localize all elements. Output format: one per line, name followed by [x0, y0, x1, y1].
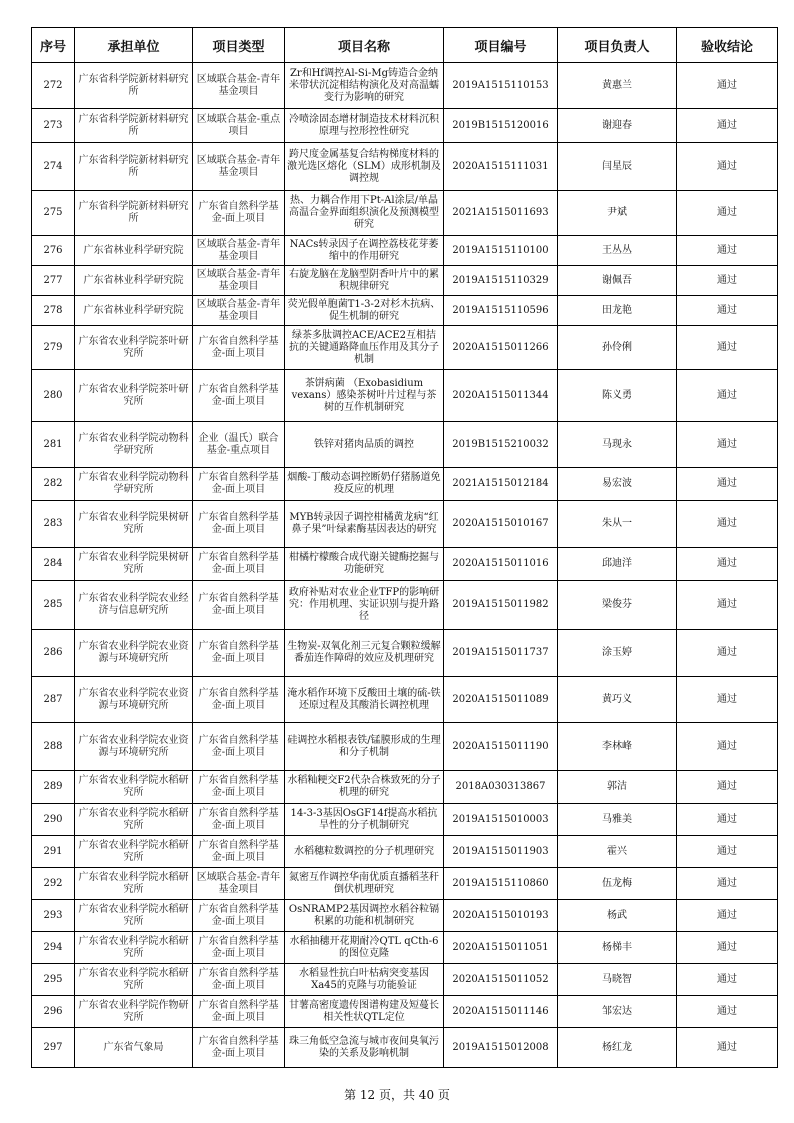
result-cell: 通过 — [677, 677, 778, 723]
project-code-cell: 2021A1515012184 — [444, 468, 558, 501]
leader-cell: 杨武 — [558, 900, 677, 932]
table-row — [32, 677, 778, 723]
table-row — [32, 63, 778, 109]
serial-cell: 293 — [32, 900, 75, 932]
type-cell: 区域联合基金-青年基金项目 — [193, 296, 285, 326]
project-code-cell: 2020A1515011344 — [444, 370, 558, 422]
leader-cell: 朱从一 — [558, 501, 677, 548]
unit-cell: 广东省农业科学院水稻研究所 — [75, 771, 193, 804]
project-name-cell: NACs转录因子在调控荔枝花芽萎缩中的作用研究 — [285, 236, 444, 266]
project-code-cell: 2019A1515010003 — [444, 804, 558, 836]
result-cell: 通过 — [677, 996, 778, 1028]
unit-cell: 广东省农业科学院果树研究所 — [75, 501, 193, 548]
unit-cell: 广东省农业科学院水稻研究所 — [75, 964, 193, 996]
project-code-cell: 2019A1515011737 — [444, 630, 558, 677]
type-cell: 广东省自然科学基金-面上项目 — [193, 900, 285, 932]
project-code-cell: 2020A1515011052 — [444, 964, 558, 996]
leader-cell: 闫星辰 — [558, 143, 677, 191]
project-code-cell: 2020A1515011089 — [444, 677, 558, 723]
type-cell: 广东省自然科学基金-面上项目 — [193, 581, 285, 630]
result-cell: 通过 — [677, 63, 778, 109]
table-row — [32, 900, 778, 932]
serial-cell: 295 — [32, 964, 75, 996]
project-code-cell: 2019A1515012008 — [444, 1028, 558, 1068]
project-code-cell: 2021A1515011693 — [444, 191, 558, 236]
type-cell: 企业（温氏）联合基金-重点项目 — [193, 422, 285, 468]
type-cell: 区域联合基金-青年基金项目 — [193, 63, 285, 109]
serial-cell: 278 — [32, 296, 75, 326]
project-name-cell: 政府补贴对农业企业TFP的影响研究：作用机理、实证识别与提升路径 — [285, 581, 444, 630]
serial-cell: 274 — [32, 143, 75, 191]
type-cell: 广东省自然科学基金-面上项目 — [193, 723, 285, 771]
serial-cell: 294 — [32, 932, 75, 964]
type-cell: 广东省自然科学基金-面上项目 — [193, 501, 285, 548]
project-name-cell: MYB转录因子调控柑橘黄龙病“红鼻子果”叶绿素酶基因表达的研究 — [285, 501, 444, 548]
serial-cell: 272 — [32, 63, 75, 109]
serial-cell: 280 — [32, 370, 75, 422]
table-row — [32, 468, 778, 501]
leader-cell: 黄惠兰 — [558, 63, 677, 109]
table-row — [32, 501, 778, 548]
unit-cell: 广东省农业科学院农业资源与环境研究所 — [75, 677, 193, 723]
project-code-cell: 2019B1515210032 — [444, 422, 558, 468]
leader-cell: 邹宏达 — [558, 996, 677, 1028]
project-name-cell: 冷喷涂固态增材制造技术材料沉积原理与控形控性研究 — [285, 109, 444, 143]
type-cell: 广东省自然科学基金-面上项目 — [193, 932, 285, 964]
table-row — [32, 996, 778, 1028]
unit-cell: 广东省农业科学院茶叶研究所 — [75, 326, 193, 370]
project-name-cell: 水稻籼粳交F2代杂合株致死的分子机理的研究 — [285, 771, 444, 804]
project-code-cell: 2019A1515110100 — [444, 236, 558, 266]
project-name-cell: 水稻穗粒数调控的分子机理研究 — [285, 836, 444, 868]
leader-cell: 谢迎春 — [558, 109, 677, 143]
unit-cell: 广东省科学院新材料研究所 — [75, 63, 193, 109]
project-code-cell: 2019A1515110596 — [444, 296, 558, 326]
type-cell: 区域联合基金-重点项目 — [193, 109, 285, 143]
result-cell: 通过 — [677, 109, 778, 143]
leader-cell: 郭洁 — [558, 771, 677, 804]
result-cell: 通过 — [677, 236, 778, 266]
project-code-cell: 2018A030313867 — [444, 771, 558, 804]
project-name-cell: Zr和Hf调控Al-Si-Mg铸造合金纳米带状沉淀相结构演化及对高温蠕变行为影响的研究 — [285, 63, 444, 109]
type-cell: 广东省自然科学基金-面上项目 — [193, 1028, 285, 1068]
type-cell: 广东省自然科学基金-面上项目 — [193, 191, 285, 236]
project-code-cell: 2019A1515011982 — [444, 581, 558, 630]
leader-cell: 陈义勇 — [558, 370, 677, 422]
table-row — [32, 266, 778, 296]
table-row — [32, 548, 778, 581]
table-row — [32, 1028, 778, 1068]
result-cell: 通过 — [677, 266, 778, 296]
serial-cell: 276 — [32, 236, 75, 266]
result-cell: 通过 — [677, 836, 778, 868]
table-row — [32, 109, 778, 143]
type-cell: 区域联合基金-青年基金项目 — [193, 266, 285, 296]
result-cell: 通过 — [677, 468, 778, 501]
table-row — [32, 296, 778, 326]
type-cell: 广东省自然科学基金-面上项目 — [193, 996, 285, 1028]
project-code-cell: 2019A1515110860 — [444, 868, 558, 900]
table-row — [32, 630, 778, 677]
project-name-cell: 珠三角低空急流与城市夜间臭氧污染的关系及影响机制 — [285, 1028, 444, 1068]
header-name: 项目名称 — [285, 28, 444, 63]
table-row — [32, 422, 778, 468]
leader-cell: 霍兴 — [558, 836, 677, 868]
unit-cell: 广东省农业科学院水稻研究所 — [75, 804, 193, 836]
serial-cell: 296 — [32, 996, 75, 1028]
project-name-cell: 热、力耦合作用下Pt-Al涂层/单晶高温合金界面组织演化及预测模型研究 — [285, 191, 444, 236]
result-cell: 通过 — [677, 804, 778, 836]
leader-cell: 孙伶俐 — [558, 326, 677, 370]
table-row — [32, 723, 778, 771]
result-cell: 通过 — [677, 296, 778, 326]
serial-cell: 297 — [32, 1028, 75, 1068]
serial-cell: 284 — [32, 548, 75, 581]
project-name-cell: 甘薯高密度遗传图谱构建及短蔓长相关性状QTL定位 — [285, 996, 444, 1028]
project-code-cell: 2019B1515120016 — [444, 109, 558, 143]
serial-cell: 281 — [32, 422, 75, 468]
type-cell: 广东省自然科学基金-面上项目 — [193, 326, 285, 370]
unit-cell: 广东省农业科学院水稻研究所 — [75, 900, 193, 932]
project-name-cell: 烟酸-丁酸动态调控断奶仔猪肠道免疫反应的机理 — [285, 468, 444, 501]
result-cell: 通过 — [677, 143, 778, 191]
result-cell: 通过 — [677, 771, 778, 804]
unit-cell: 广东省科学院新材料研究所 — [75, 191, 193, 236]
type-cell: 区域联合基金-青年基金项目 — [193, 236, 285, 266]
serial-cell: 279 — [32, 326, 75, 370]
serial-cell: 292 — [32, 868, 75, 900]
project-code-cell: 2020A1515011146 — [444, 996, 558, 1028]
leader-cell: 马雅美 — [558, 804, 677, 836]
table-row — [32, 804, 778, 836]
result-cell: 通过 — [677, 964, 778, 996]
project-name-cell: 跨尺度金属基复合结构梯度材料的激光选区熔化（SLM）成形机制及调控规 — [285, 143, 444, 191]
serial-cell: 288 — [32, 723, 75, 771]
unit-cell: 广东省农业科学院茶叶研究所 — [75, 370, 193, 422]
project-name-cell: 柑橘柠檬酸合成代谢关键酶挖掘与功能研究 — [285, 548, 444, 581]
result-cell: 通过 — [677, 422, 778, 468]
leader-cell: 邱迪洋 — [558, 548, 677, 581]
type-cell: 广东省自然科学基金-面上项目 — [193, 804, 285, 836]
type-cell: 区域联合基金-青年基金项目 — [193, 868, 285, 900]
unit-cell: 广东省农业科学院水稻研究所 — [75, 932, 193, 964]
type-cell: 广东省自然科学基金-面上项目 — [193, 370, 285, 422]
table-row — [32, 771, 778, 804]
unit-cell: 广东省气象局 — [75, 1028, 193, 1068]
project-name-cell: 淹水稻作环境下反酸田土壤的硫-铁还原过程及其酸消长调控机理 — [285, 677, 444, 723]
unit-cell: 广东省农业科学院果树研究所 — [75, 548, 193, 581]
serial-cell: 291 — [32, 836, 75, 868]
result-cell: 通过 — [677, 326, 778, 370]
project-name-cell: 右旋龙脑在龙脑型阴香叶片中的累积规律研究 — [285, 266, 444, 296]
unit-cell: 广东省农业科学院农业资源与环境研究所 — [75, 723, 193, 771]
unit-cell: 广东省农业科学院水稻研究所 — [75, 836, 193, 868]
result-cell: 通过 — [677, 630, 778, 677]
unit-cell: 广东省农业科学院农业资源与环境研究所 — [75, 630, 193, 677]
serial-cell: 289 — [32, 771, 75, 804]
leader-cell: 马现永 — [558, 422, 677, 468]
unit-cell: 广东省林业科学研究院 — [75, 236, 193, 266]
type-cell: 区域联合基金-青年基金项目 — [193, 143, 285, 191]
serial-cell: 282 — [32, 468, 75, 501]
result-cell: 通过 — [677, 501, 778, 548]
serial-cell: 285 — [32, 581, 75, 630]
result-cell: 通过 — [677, 1028, 778, 1068]
result-cell: 通过 — [677, 868, 778, 900]
header-type: 项目类型 — [193, 28, 285, 63]
header-serial: 序号 — [32, 28, 75, 63]
unit-cell: 广东省科学院新材料研究所 — [75, 143, 193, 191]
result-cell: 通过 — [677, 900, 778, 932]
project-name-cell: 绿茶多肽调控ACE/ACE2互相拮抗的关键通路降血压作用及其分子机制 — [285, 326, 444, 370]
leader-cell: 王丛丛 — [558, 236, 677, 266]
project-name-cell: 氮密互作调控华南优质直播稻茎秆倒伏机理研究 — [285, 868, 444, 900]
serial-cell: 273 — [32, 109, 75, 143]
project-name-cell: 硅调控水稻根表铁/锰膜形成的生理和分子机制 — [285, 723, 444, 771]
table-row — [32, 326, 778, 370]
table-row — [32, 236, 778, 266]
project-code-cell: 2020A1515010167 — [444, 501, 558, 548]
unit-cell: 广东省林业科学研究院 — [75, 296, 193, 326]
project-code-cell: 2020A1515011051 — [444, 932, 558, 964]
unit-cell: 广东省农业科学院动物科学研究所 — [75, 468, 193, 501]
leader-cell: 马晓智 — [558, 964, 677, 996]
header-code: 项目编号 — [444, 28, 558, 63]
leader-cell: 李林峰 — [558, 723, 677, 771]
project-name-cell: 水稻抽穗开花期耐冷QTL qCth-6的图位克隆 — [285, 932, 444, 964]
unit-cell: 广东省农业科学院农业经济与信息研究所 — [75, 581, 193, 630]
result-cell: 通过 — [677, 191, 778, 236]
project-code-cell: 2020A1515011190 — [444, 723, 558, 771]
page-footer: 第 12 页，共 40 页 — [344, 1088, 450, 1102]
type-cell: 广东省自然科学基金-面上项目 — [193, 771, 285, 804]
serial-cell: 287 — [32, 677, 75, 723]
table-row — [32, 581, 778, 630]
project-code-cell: 2020A1515111031 — [444, 143, 558, 191]
leader-cell: 涂玉婷 — [558, 630, 677, 677]
header-unit: 承担单位 — [75, 28, 193, 63]
leader-cell: 尹斌 — [558, 191, 677, 236]
table-row — [32, 836, 778, 868]
type-cell: 广东省自然科学基金-面上项目 — [193, 964, 285, 996]
header-leader: 项目负责人 — [558, 28, 677, 63]
result-cell: 通过 — [677, 548, 778, 581]
table-header-row — [32, 28, 778, 63]
unit-cell: 广东省农业科学院水稻研究所 — [75, 868, 193, 900]
table-row — [32, 143, 778, 191]
serial-cell: 275 — [32, 191, 75, 236]
serial-cell: 286 — [32, 630, 75, 677]
result-cell: 通过 — [677, 723, 778, 771]
serial-cell: 283 — [32, 501, 75, 548]
project-name-cell: 荧光假单胞菌T1-3-2对杉木抗病、促生机制的研究 — [285, 296, 444, 326]
project-name-cell: 14-3-3基因OsGF14f提高水稻抗旱性的分子机制研究 — [285, 804, 444, 836]
project-code-cell: 2020A1515010193 — [444, 900, 558, 932]
table-row — [32, 191, 778, 236]
leader-cell: 易宏波 — [558, 468, 677, 501]
unit-cell: 广东省科学院新材料研究所 — [75, 109, 193, 143]
serial-cell: 290 — [32, 804, 75, 836]
result-cell: 通过 — [677, 932, 778, 964]
unit-cell: 广东省农业科学院动物科学研究所 — [75, 422, 193, 468]
serial-cell: 277 — [32, 266, 75, 296]
leader-cell: 杨红龙 — [558, 1028, 677, 1068]
project-code-cell: 2020A1515011266 — [444, 326, 558, 370]
leader-cell: 杨梯丰 — [558, 932, 677, 964]
result-cell: 通过 — [677, 581, 778, 630]
leader-cell: 谢佩吾 — [558, 266, 677, 296]
table-row — [32, 964, 778, 996]
table-row — [32, 370, 778, 422]
project-name-cell: 铁锌对猪肉品质的调控 — [285, 422, 444, 468]
project-name-cell: 水稻显性抗白叶枯病突变基因Xa45的克隆与功能验证 — [285, 964, 444, 996]
project-code-cell: 2020A1515011016 — [444, 548, 558, 581]
table-row — [32, 932, 778, 964]
table-row — [32, 868, 778, 900]
type-cell: 广东省自然科学基金-面上项目 — [193, 630, 285, 677]
result-cell: 通过 — [677, 370, 778, 422]
unit-cell: 广东省林业科学研究院 — [75, 266, 193, 296]
project-name-cell: 茶饼病菌 （Exobasidium vexans）感染茶树叶片过程与茶树的互作机制研究 — [285, 370, 444, 422]
type-cell: 广东省自然科学基金-面上项目 — [193, 468, 285, 501]
leader-cell: 梁俊芬 — [558, 581, 677, 630]
unit-cell: 广东省农业科学院作物研究所 — [75, 996, 193, 1028]
leader-cell: 田龙艳 — [558, 296, 677, 326]
project-code-cell: 2019A1515011903 — [444, 836, 558, 868]
leader-cell: 黄巧义 — [558, 677, 677, 723]
type-cell: 广东省自然科学基金-面上项目 — [193, 548, 285, 581]
project-name-cell: OsNRAMP2基因调控水稻谷粒镉积累的功能和机制研究 — [285, 900, 444, 932]
type-cell: 广东省自然科学基金-面上项目 — [193, 677, 285, 723]
project-code-cell: 2019A1515110329 — [444, 266, 558, 296]
acceptance-table — [31, 27, 778, 1068]
leader-cell: 伍龙梅 — [558, 868, 677, 900]
project-name-cell: 生物炭-双氧化剂三元复合颗粒缓解番茄连作障碍的效应及机理研究 — [285, 630, 444, 677]
header-result: 验收结论 — [677, 28, 778, 63]
project-code-cell: 2019A1515110153 — [444, 63, 558, 109]
type-cell: 广东省自然科学基金-面上项目 — [193, 836, 285, 868]
